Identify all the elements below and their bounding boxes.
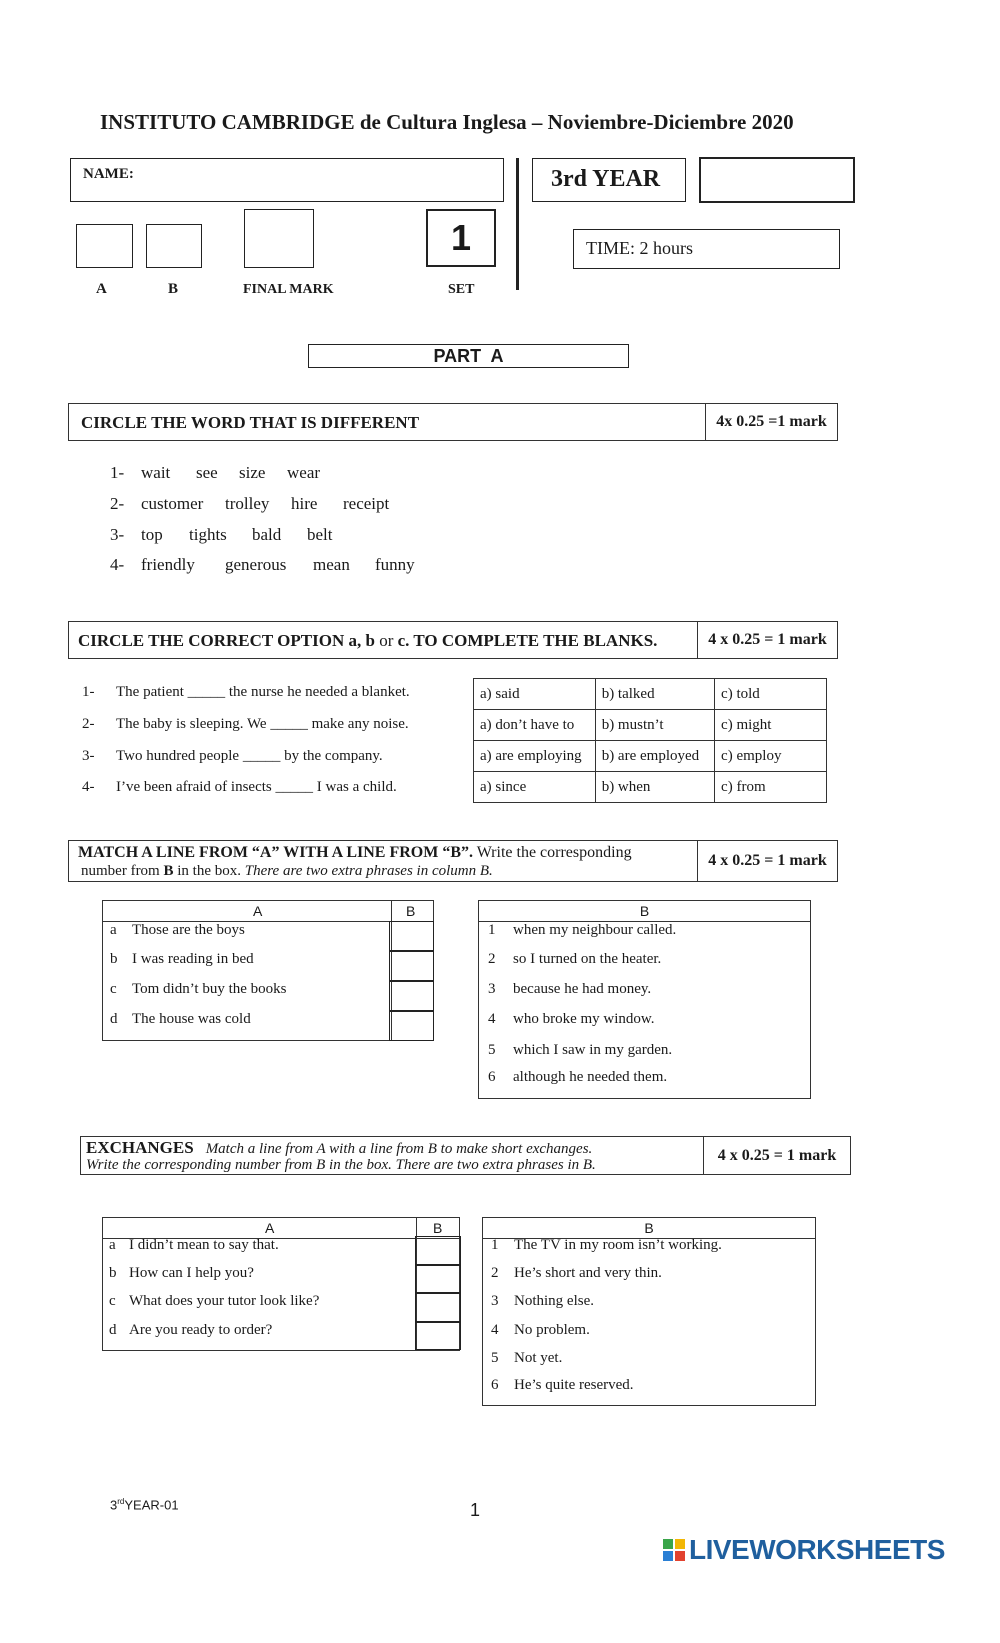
item-marker: 2 xyxy=(488,951,496,967)
section-subtitle: number from B in the box. There are two extra phrases in column B. xyxy=(81,863,493,879)
section-subtitle: Write the corresponding number from B in the box. There are two extra phrases in B. xyxy=(86,1157,596,1173)
option-cell[interactable]: b) mustn’t xyxy=(595,710,714,741)
answer-box[interactable] xyxy=(415,1265,461,1294)
section-title: CIRCLE THE CORRECT OPTION a, b or c. TO COMPLETE THE BLANKS. xyxy=(78,631,658,650)
item-text: No problem. xyxy=(514,1322,590,1338)
liveworksheets-logo xyxy=(663,1535,945,1565)
year-box xyxy=(532,158,686,202)
section-title: EXCHANGES Match a line from A with a line from B to make short exchanges. xyxy=(86,1138,593,1157)
item-marker: d xyxy=(110,1011,118,1027)
item-marker: d xyxy=(109,1322,117,1338)
sentence-text: Two hundred people _____ by the company. xyxy=(116,748,383,764)
section-marks: 4 x 0.25 = 1 mark xyxy=(697,841,837,881)
score-a-box[interactable] xyxy=(76,224,133,268)
sentence-text: I’ve been afraid of insects _____ I was a child. xyxy=(116,779,397,795)
match-a-row xyxy=(109,1265,254,1282)
item-marker: b xyxy=(109,1265,117,1281)
name-box[interactable] xyxy=(70,158,504,202)
item-marker: 3 xyxy=(491,1293,499,1309)
part-title-box xyxy=(308,344,629,368)
match-b-row xyxy=(488,981,651,998)
match-b-row xyxy=(488,922,676,939)
options-row xyxy=(474,710,827,741)
option-cell[interactable]: a) don’t have to xyxy=(474,710,596,741)
match-b-row xyxy=(491,1293,594,1310)
sentence-text: The baby is sleeping. We _____ make any noise. xyxy=(116,716,409,732)
match-a-row xyxy=(110,951,254,968)
column-headers: A B xyxy=(103,1218,459,1239)
item-marker: 5 xyxy=(491,1350,499,1366)
item-marker: 6 xyxy=(488,1069,496,1085)
word-option[interactable]: size xyxy=(239,463,266,482)
options-row xyxy=(474,772,827,803)
section-title: MATCH A LINE FROM “A” WITH A LINE FROM “B”. Write the corresponding xyxy=(78,844,632,861)
item-text: The TV in my room isn’t working. xyxy=(514,1237,722,1253)
column-header-b: B xyxy=(479,901,810,922)
time-label: TIME: 2 hours xyxy=(586,238,693,258)
year-label: 3rd YEAR xyxy=(551,166,661,192)
page-number: 1 xyxy=(470,1500,481,1520)
sentence-text: The patient _____ the nurse he needed a blanket. xyxy=(116,684,410,700)
word-option[interactable]: trolley xyxy=(225,494,270,513)
group-box[interactable] xyxy=(699,157,855,203)
section-marks: 4x 0.25 =1 mark xyxy=(705,404,837,440)
match-b-row xyxy=(491,1265,662,1282)
item-text: Are you ready to order? xyxy=(129,1322,273,1338)
word-option[interactable]: top xyxy=(141,525,163,544)
answer-box[interactable] xyxy=(389,1011,434,1041)
row-number: 3- xyxy=(110,525,125,544)
item-text: Not yet. xyxy=(514,1350,563,1366)
answer-box[interactable] xyxy=(389,921,434,951)
match-a-row xyxy=(110,922,245,939)
options-row xyxy=(474,741,827,772)
item-marker: a xyxy=(110,922,117,938)
item-marker: 6 xyxy=(491,1377,499,1393)
answer-box[interactable] xyxy=(415,1236,461,1265)
section-correct-option-header xyxy=(68,621,838,659)
word-option[interactable]: customer xyxy=(141,494,204,513)
item-text: which I saw in my garden. xyxy=(513,1042,673,1058)
word-option[interactable]: tights xyxy=(189,525,227,544)
section-title: CIRCLE THE WORD THAT IS DIFFERENT xyxy=(81,413,420,432)
sentence-number: 2- xyxy=(82,716,95,732)
word-option[interactable]: friendly xyxy=(141,555,195,574)
score-b-label: B xyxy=(168,281,179,297)
score-a-label: A xyxy=(96,281,107,297)
answer-box[interactable] xyxy=(389,981,434,1011)
item-text: because he had money. xyxy=(513,981,652,997)
item-marker: 4 xyxy=(491,1322,499,1338)
sentence-number: 1- xyxy=(82,684,95,700)
final-mark-label: FINAL MARK xyxy=(243,282,334,297)
header-divider xyxy=(516,158,519,290)
match-b-row xyxy=(488,1011,655,1028)
word-option[interactable]: wear xyxy=(287,463,321,482)
word-option[interactable]: wait xyxy=(141,463,171,482)
answer-box[interactable] xyxy=(415,1293,461,1322)
item-marker: b xyxy=(110,951,118,967)
match-a-row xyxy=(110,1011,251,1028)
section-marks: 4 x 0.25 = 1 mark xyxy=(697,622,837,658)
option-cell[interactable]: b) are employed xyxy=(595,741,714,772)
set-box xyxy=(426,209,496,267)
word-option[interactable]: hire xyxy=(291,494,318,513)
word-option[interactable]: mean xyxy=(313,555,350,574)
item-text: Tom didn’t buy the books xyxy=(132,981,287,997)
word-option[interactable]: see xyxy=(196,463,218,482)
options-table xyxy=(473,678,827,803)
name-label: NAME: xyxy=(83,166,134,182)
row-number: 2- xyxy=(110,494,125,513)
word-option[interactable]: receipt xyxy=(343,494,390,513)
document-title: INSTITUTO CAMBRIDGE de Cultura Inglesa – Noviembre-Diciembre 2020 xyxy=(100,110,794,134)
item-marker: c xyxy=(109,1293,116,1309)
option-cell[interactable]: c) from xyxy=(715,772,827,803)
score-b-box[interactable] xyxy=(146,224,202,268)
item-marker: c xyxy=(110,981,117,997)
match-b-row xyxy=(488,1069,667,1086)
option-cell[interactable]: a) are employing xyxy=(474,741,596,772)
item-text: although he needed them. xyxy=(513,1069,668,1085)
word-option[interactable]: belt xyxy=(307,525,333,544)
item-text: so I turned on the heater. xyxy=(513,951,662,967)
item-text: when my neighbour called. xyxy=(513,922,677,938)
answer-box[interactable] xyxy=(415,1322,461,1351)
answer-box[interactable] xyxy=(389,951,434,981)
match-a-row xyxy=(109,1322,272,1339)
options-row xyxy=(474,679,827,710)
option-cell[interactable]: a) said xyxy=(474,679,596,710)
logo-icon xyxy=(663,1539,685,1561)
word-option[interactable]: funny xyxy=(375,555,415,574)
item-text: How can I help you? xyxy=(129,1265,254,1281)
sentence-number: 3- xyxy=(82,748,95,764)
footer-code: 3rdYEAR-01 xyxy=(110,1497,179,1513)
sentence-number: 4- xyxy=(82,779,95,795)
option-cell[interactable]: b) talked xyxy=(595,679,714,710)
match-a-row xyxy=(109,1293,319,1310)
item-marker: 5 xyxy=(488,1042,496,1058)
item-marker: 4 xyxy=(488,1011,496,1027)
match-b-row xyxy=(491,1237,722,1254)
option-cell[interactable]: c) employ xyxy=(715,741,827,772)
item-marker: 3 xyxy=(488,981,496,997)
item-text: He’s quite reserved. xyxy=(514,1377,634,1393)
logo-text: LIVEWORKSHEETS xyxy=(689,1534,945,1565)
option-cell[interactable]: c) might xyxy=(715,710,827,741)
section-match-header xyxy=(68,840,838,882)
time-box xyxy=(573,229,840,269)
option-cell[interactable]: a) since xyxy=(474,772,596,803)
match-b-row xyxy=(491,1350,562,1367)
item-text: Those are the boys xyxy=(132,922,245,938)
item-marker: 1 xyxy=(488,922,496,938)
option-cell[interactable]: b) when xyxy=(595,772,714,803)
word-option[interactable]: bald xyxy=(252,525,282,544)
match-b-row xyxy=(491,1377,634,1394)
match-b-row xyxy=(488,951,661,968)
row-number: 4- xyxy=(110,555,125,574)
row-number: 1- xyxy=(110,463,125,482)
item-text: What does your tutor look like? xyxy=(129,1293,320,1309)
option-cell[interactable]: c) told xyxy=(715,679,827,710)
item-marker: 2 xyxy=(491,1265,499,1281)
item-marker: 1 xyxy=(491,1237,499,1253)
item-text: I was reading in bed xyxy=(132,951,254,967)
item-text: Nothing else. xyxy=(514,1293,594,1309)
match-b-row xyxy=(488,1042,672,1059)
match-a-row xyxy=(110,981,287,998)
item-text: The house was cold xyxy=(132,1011,251,1027)
set-value: 1 xyxy=(450,217,472,258)
column-header-b: B xyxy=(483,1218,815,1239)
match-b-row xyxy=(491,1322,590,1339)
section-odd-word-header xyxy=(68,403,838,441)
item-text: I didn’t mean to say that. xyxy=(129,1237,279,1253)
part-title: PART A xyxy=(433,346,504,366)
final-mark-box[interactable] xyxy=(244,209,314,268)
word-option[interactable]: generous xyxy=(225,555,287,574)
section-marks: 4 x 0.25 = 1 mark xyxy=(703,1137,850,1174)
column-headers: A B xyxy=(103,901,433,922)
section-exchanges-header xyxy=(80,1136,851,1175)
item-marker: a xyxy=(109,1237,116,1253)
match-a-row xyxy=(109,1237,279,1254)
item-text: who broke my window. xyxy=(513,1011,655,1027)
set-label: SET xyxy=(448,282,475,297)
item-text: He’s short and very thin. xyxy=(514,1265,662,1281)
